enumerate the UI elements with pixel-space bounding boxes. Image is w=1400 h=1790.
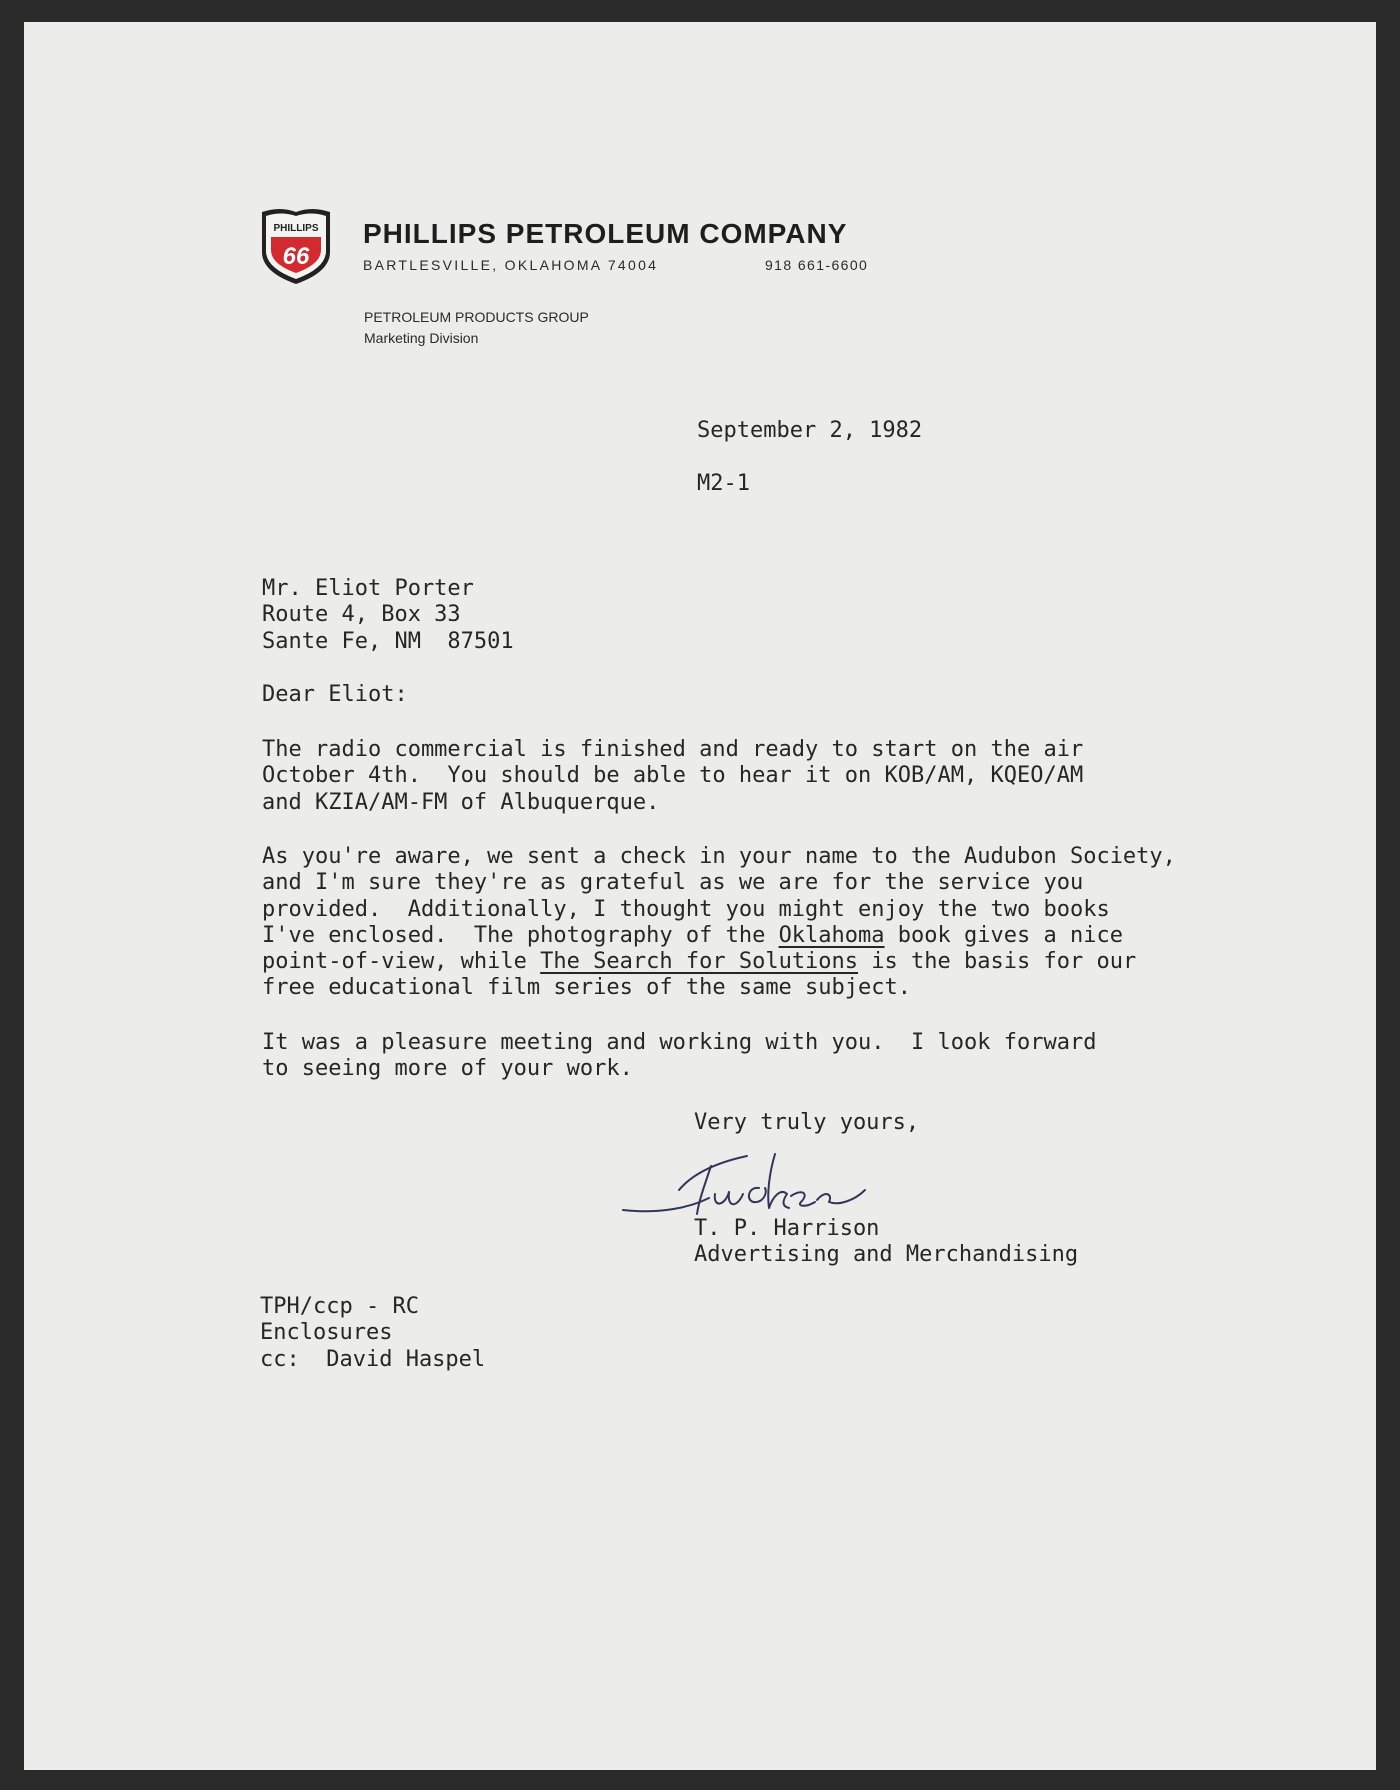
svg-text:66: 66 xyxy=(282,243,310,270)
department-division: Marketing Division xyxy=(364,330,479,346)
letter-page xyxy=(24,22,1376,1770)
text-line: provided. Additionally, I thought you might enjoy the two books xyxy=(262,896,1110,922)
signer-block xyxy=(694,1216,1078,1269)
text-line: and KZIA/AM-FM of Albuquerque. xyxy=(262,789,660,815)
text-line: to seeing more of your work. xyxy=(262,1056,633,1082)
paragraph-radio-commercial xyxy=(262,737,1083,816)
text-line: free educational film series of the same subject. xyxy=(262,975,912,1001)
text-line: point-of-view, while xyxy=(262,949,541,975)
text-line: is the basis for our xyxy=(858,949,1137,975)
company-phone: 918 661-6600 xyxy=(765,257,869,273)
department-group: PETROLEUM PRODUCTS GROUP xyxy=(364,309,589,325)
book-title-oklahoma: Oklahoma xyxy=(778,922,885,948)
text-line: book gives a nice xyxy=(884,922,1123,948)
book-title-search-for-solutions: The Search for Solutions xyxy=(540,949,859,975)
signer-title: Advertising and Merchandising xyxy=(694,1242,1079,1268)
salutation: Dear Eliot: xyxy=(262,682,408,707)
recipient-name: Mr. Eliot Porter xyxy=(262,576,474,601)
enclosures-line: Enclosures xyxy=(260,1320,393,1346)
text-line: As you're aware, we sent a check in your name to the Audubon Society, xyxy=(262,844,1176,869)
complimentary-close: Very truly yours, xyxy=(694,1110,920,1135)
text-line: I've enclosed. The photography of the xyxy=(262,922,779,948)
company-name: PHILLIPS PETROLEUM COMPANY xyxy=(363,218,848,249)
reference-code: M2-1 xyxy=(697,471,750,496)
company-address: BARTLESVILLE, OKLAHOMA 74004 xyxy=(363,257,659,273)
text-line: and I'm sure they're as grateful as we are for the service you xyxy=(262,870,1084,896)
paragraph-closing-remarks xyxy=(262,1030,1096,1083)
initials-line: TPH/ccp - RC xyxy=(260,1294,419,1319)
phillips-66-logo xyxy=(256,206,336,286)
recipient-address xyxy=(262,576,514,655)
letter-footer xyxy=(260,1294,485,1373)
signer-name: T. P. Harrison xyxy=(694,1216,880,1241)
cc-line: cc: David Haspel xyxy=(260,1346,486,1372)
recipient-street: Route 4, Box 33 xyxy=(262,602,461,628)
text-line: It was a pleasure meeting and working with you. I look forward xyxy=(262,1030,1097,1055)
recipient-city: Sante Fe, NM 87501 xyxy=(262,628,514,654)
svg-text:PHILLIPS: PHILLIPS xyxy=(273,223,319,234)
letter-date: September 2, 1982 xyxy=(697,418,923,443)
text-line: October 4th. You should be able to hear it on KOB/AM, KQEO/AM xyxy=(262,763,1084,789)
text-line: The radio commercial is finished and ready to start on the air xyxy=(262,737,1084,762)
handwritten-signature xyxy=(619,1150,869,1222)
paragraph-books xyxy=(262,844,1176,1002)
